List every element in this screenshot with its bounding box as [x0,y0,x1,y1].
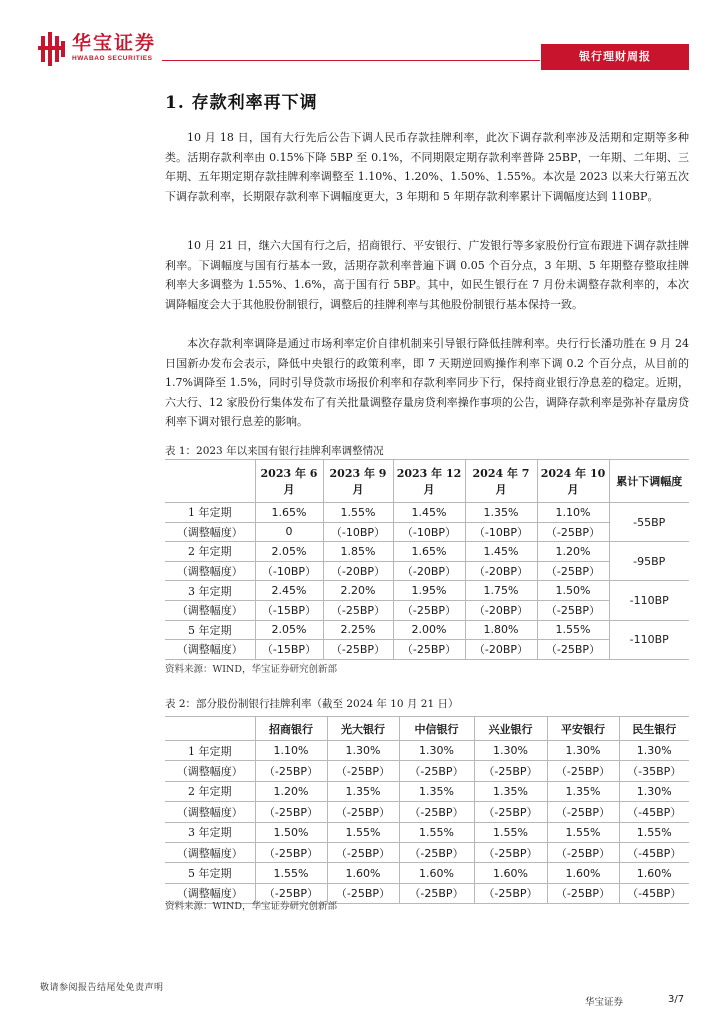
table-header-cell [165,717,255,741]
rate-cell: （-25BP） [474,883,547,903]
brand-name-en: HWABAO SECURITIES [72,55,153,62]
rate-cell: 2.20% [323,581,393,601]
page-number: 3/7 [668,994,685,1005]
rate-cell: 1.55% [474,822,547,842]
rate-cell: 1.50% [537,581,609,601]
brand-logo [38,32,156,72]
row-label: （调整幅度） [165,802,255,822]
table-header-cell [165,460,255,503]
row-label: （调整幅度） [165,883,255,903]
table-header-cell: 2023 年 6 月 [255,460,323,503]
table-row [165,781,689,801]
rate-cell: 1.35% [547,781,619,801]
adjustment-cell: （-25BP） [537,522,609,542]
paragraph-text: 10 月 18 日，国有大行先后公告下调人民币存款挂牌利率，此次下调存款利率涉及活期和定期等多种类。活期存款利率由 0.15%下降 5BP 至 0.1%，不同期限定期存款利率普降 25BP，一年期、二年期、三年期、五年期定期存款挂牌利率调整至 1.10%、1.20%、1.50%、1.55%。本次是 2023 以来大行第五次下调存款利率，长期限存款利率下调幅度更大，3 年期和 5 年期存款利率累计下调幅度达到 110BP。 [165,131,689,203]
table-header-cell: 民生银行 [619,717,689,741]
table-2-source: 资料来源：WIND，华宝证券研究创新部 [165,901,337,912]
table-row [165,581,689,601]
rate-cell: （-25BP） [255,842,327,862]
cumulative-cut-cell: -95BP [609,542,689,581]
rate-cell: 2.05% [255,542,323,562]
brand-name-cn: 华宝证券 [72,32,157,54]
rate-cell: 1.10% [537,503,609,523]
table-header-cell: 2024 年 7 月 [465,460,537,503]
rate-cell: （-45BP） [619,802,689,822]
table-row [165,802,689,822]
table-header-cell: 兴业银行 [474,717,547,741]
table-header-cell: 光大银行 [327,717,399,741]
rate-cell: （-25BP） [547,802,619,822]
brand-logo-icon [38,32,68,66]
table-row [165,620,689,640]
rate-cell: 1.30% [619,741,689,761]
rate-cell: 2.45% [255,581,323,601]
rate-cell: 1.65% [393,542,465,562]
adjustment-cell: （-25BP） [537,600,609,620]
row-label: （调整幅度） [165,522,255,542]
rate-cell: （-45BP） [619,883,689,903]
rate-cell: 1.55% [255,863,327,883]
table-row [165,761,689,781]
adjustment-cell: （-10BP） [255,561,323,581]
adjustment-cell: （-10BP） [393,522,465,542]
header-divider [162,60,540,61]
rate-cell: 1.80% [465,620,537,640]
table-header-cell: 招商银行 [255,717,327,741]
paragraph-1 [165,128,689,206]
rate-cell: 1.45% [393,503,465,523]
table-row [165,741,689,761]
paragraph-text: 10 月 21 日，继六大国有行之后，招商银行、平安银行、广发银行等多家股份行宣布跟进下调存款挂牌利率。下调幅度与国有行基本一致，活期存款利率普遍下调 0.05 个百分点，3 年期、5 年期整存整取挂牌利率大多调整为 1.55%、1.6%，高于国有行 5BP。其中，如民生银行在 7 月份未调整存款利率的，本次调降幅度会大于其他股份制银行，调整后的挂牌利率与其他股份制银行基本保持一致。 [165,239,689,311]
adjustment-cell: （-20BP） [465,600,537,620]
row-label: （调整幅度） [165,600,255,620]
rate-cell: 1.20% [537,542,609,562]
row-label: 2 年定期 [165,542,255,562]
rate-cell: （-25BP） [399,802,474,822]
rate-cell: 1.35% [474,781,547,801]
table-header-cell: 中信银行 [399,717,474,741]
row-label: 2 年定期 [165,781,255,801]
table-header-row [165,460,689,503]
adjustment-cell: （-25BP） [537,561,609,581]
rate-cell: （-25BP） [327,761,399,781]
rate-cell: 1.30% [399,741,474,761]
rate-cell: 1.35% [465,503,537,523]
rate-cell: 1.35% [399,781,474,801]
rate-cell: 1.45% [465,542,537,562]
rate-cell: 1.10% [255,741,327,761]
table-header-cell: 2024 年 10 月 [537,460,609,503]
row-label: 1 年定期 [165,741,255,761]
rate-cell: （-25BP） [255,802,327,822]
rate-cell: 1.30% [619,781,689,801]
row-label: （调整幅度） [165,761,255,781]
paragraph-text: 本次存款利率调降是通过市场利率定价自律机制来引导银行降低挂牌利率。央行行长潘功胜在 9 月 24 日国新办发布会表示，降低中央银行的政策利率，即 7 天期逆回购操作利率下调 0.2 个百分点，从目前的 1.7%调降至 1.5%，同时引导贷款市场报价利率和存款利率同步下行，保持商业银行净息差的稳定。近期，六大行、12 家股份行集体发布了有关批量调整存量房贷利率操作事项的公告，调降存款利率是弥补存量房贷利率下调对银行息差的影响。 [165,337,689,429]
table-1-caption: 表 1：2023 年以来国有银行挂牌利率调整情况 [165,445,384,457]
rate-cell: 1.60% [619,863,689,883]
adjustment-cell: （-20BP） [393,561,465,581]
rate-cell: （-45BP） [619,842,689,862]
rate-cell: 2.00% [393,620,465,640]
rate-cell: 2.05% [255,620,323,640]
table-header-cell: 平安银行 [547,717,619,741]
row-label: （调整幅度） [165,640,255,660]
rate-cell: 1.55% [399,822,474,842]
table-row [165,503,689,523]
rate-cell: （-25BP） [547,883,619,903]
rate-cell: 1.50% [255,822,327,842]
rate-cell: （-25BP） [255,761,327,781]
rate-cell: 2.25% [323,620,393,640]
rate-cell: （-25BP） [399,883,474,903]
adjustment-cell: （-25BP） [393,600,465,620]
cumulative-cut-cell: -110BP [609,581,689,620]
adjustment-cell: （-15BP） [255,640,323,660]
rate-cell: 1.65% [255,503,323,523]
adjustment-cell: 0 [255,522,323,542]
row-label: 1 年定期 [165,503,255,523]
paragraph-3 [165,334,689,432]
rate-cell: 1.30% [474,741,547,761]
row-label: 5 年定期 [165,620,255,640]
rate-cell: 1.55% [323,503,393,523]
rate-cell: （-25BP） [474,842,547,862]
rate-cell: 1.60% [547,863,619,883]
rate-cell: 1.85% [323,542,393,562]
rate-cell: 1.30% [547,741,619,761]
table-header-cell: 2023 年 12 月 [393,460,465,503]
footer-disclaimer: 敬请参阅报告结尾处免责声明 [40,983,164,993]
row-label: 3 年定期 [165,581,255,601]
adjustment-cell: （-25BP） [323,600,393,620]
table-header-cell: 累计下调幅度 [609,460,689,503]
table-header-row [165,717,689,741]
rate-cell: （-25BP） [547,761,619,781]
rate-cell: 1.35% [327,781,399,801]
rate-cell: （-25BP） [474,802,547,822]
adjustment-cell: （-20BP） [465,561,537,581]
table-header-cell: 2023 年 9 月 [323,460,393,503]
footer-brand: 华宝证券 [585,997,624,1008]
rate-cell: 1.60% [399,863,474,883]
adjustment-cell: （-20BP） [465,640,537,660]
adjustment-cell: （-20BP） [323,561,393,581]
adjustment-cell: （-25BP） [323,640,393,660]
rate-cell: 1.75% [465,581,537,601]
adjustment-cell: （-25BP） [537,640,609,660]
rate-cell: （-25BP） [327,802,399,822]
table-1-state-bank-rates [165,459,689,660]
adjustment-cell: （-25BP） [393,640,465,660]
rate-cell: 1.55% [327,822,399,842]
section-title: 1. 存款利率再下调 [165,93,318,113]
adjustment-cell: （-10BP） [465,522,537,542]
rate-cell: （-25BP） [547,842,619,862]
table-row [165,822,689,842]
rate-cell: （-25BP） [399,761,474,781]
page-header [0,0,724,80]
rate-cell: （-25BP） [327,883,399,903]
row-label: （调整幅度） [165,842,255,862]
cumulative-cut-cell: -55BP [609,503,689,542]
table-1-source: 资料来源：WIND，华宝证券研究创新部 [165,664,337,675]
rate-cell: （-25BP） [327,842,399,862]
adjustment-cell: （-15BP） [255,600,323,620]
rate-cell: （-35BP） [619,761,689,781]
rate-cell: 1.30% [327,741,399,761]
rate-cell: 1.55% [547,822,619,842]
table-2-joint-stock-bank-rates [165,716,689,904]
row-label: 3 年定期 [165,822,255,842]
rate-cell: 1.60% [327,863,399,883]
table-row [165,542,689,562]
row-label: （调整幅度） [165,561,255,581]
rate-cell: （-25BP） [399,842,474,862]
rate-cell: 1.60% [474,863,547,883]
rate-cell: 1.55% [537,620,609,640]
paragraph-2 [165,236,689,314]
rate-cell: 1.20% [255,781,327,801]
table-row [165,842,689,862]
rate-cell: 1.55% [619,822,689,842]
rate-cell: （-25BP） [255,883,327,903]
cumulative-cut-cell: -110BP [609,620,689,659]
report-type-tag: 银行理财周报 [541,44,689,70]
adjustment-cell: （-10BP） [323,522,393,542]
rate-cell: 1.95% [393,581,465,601]
rate-cell: （-25BP） [474,761,547,781]
table-2-caption: 表 2：部分股份制银行挂牌利率（截至 2024 年 10 月 21 日） [165,698,459,710]
row-label: 5 年定期 [165,863,255,883]
table-row [165,863,689,883]
